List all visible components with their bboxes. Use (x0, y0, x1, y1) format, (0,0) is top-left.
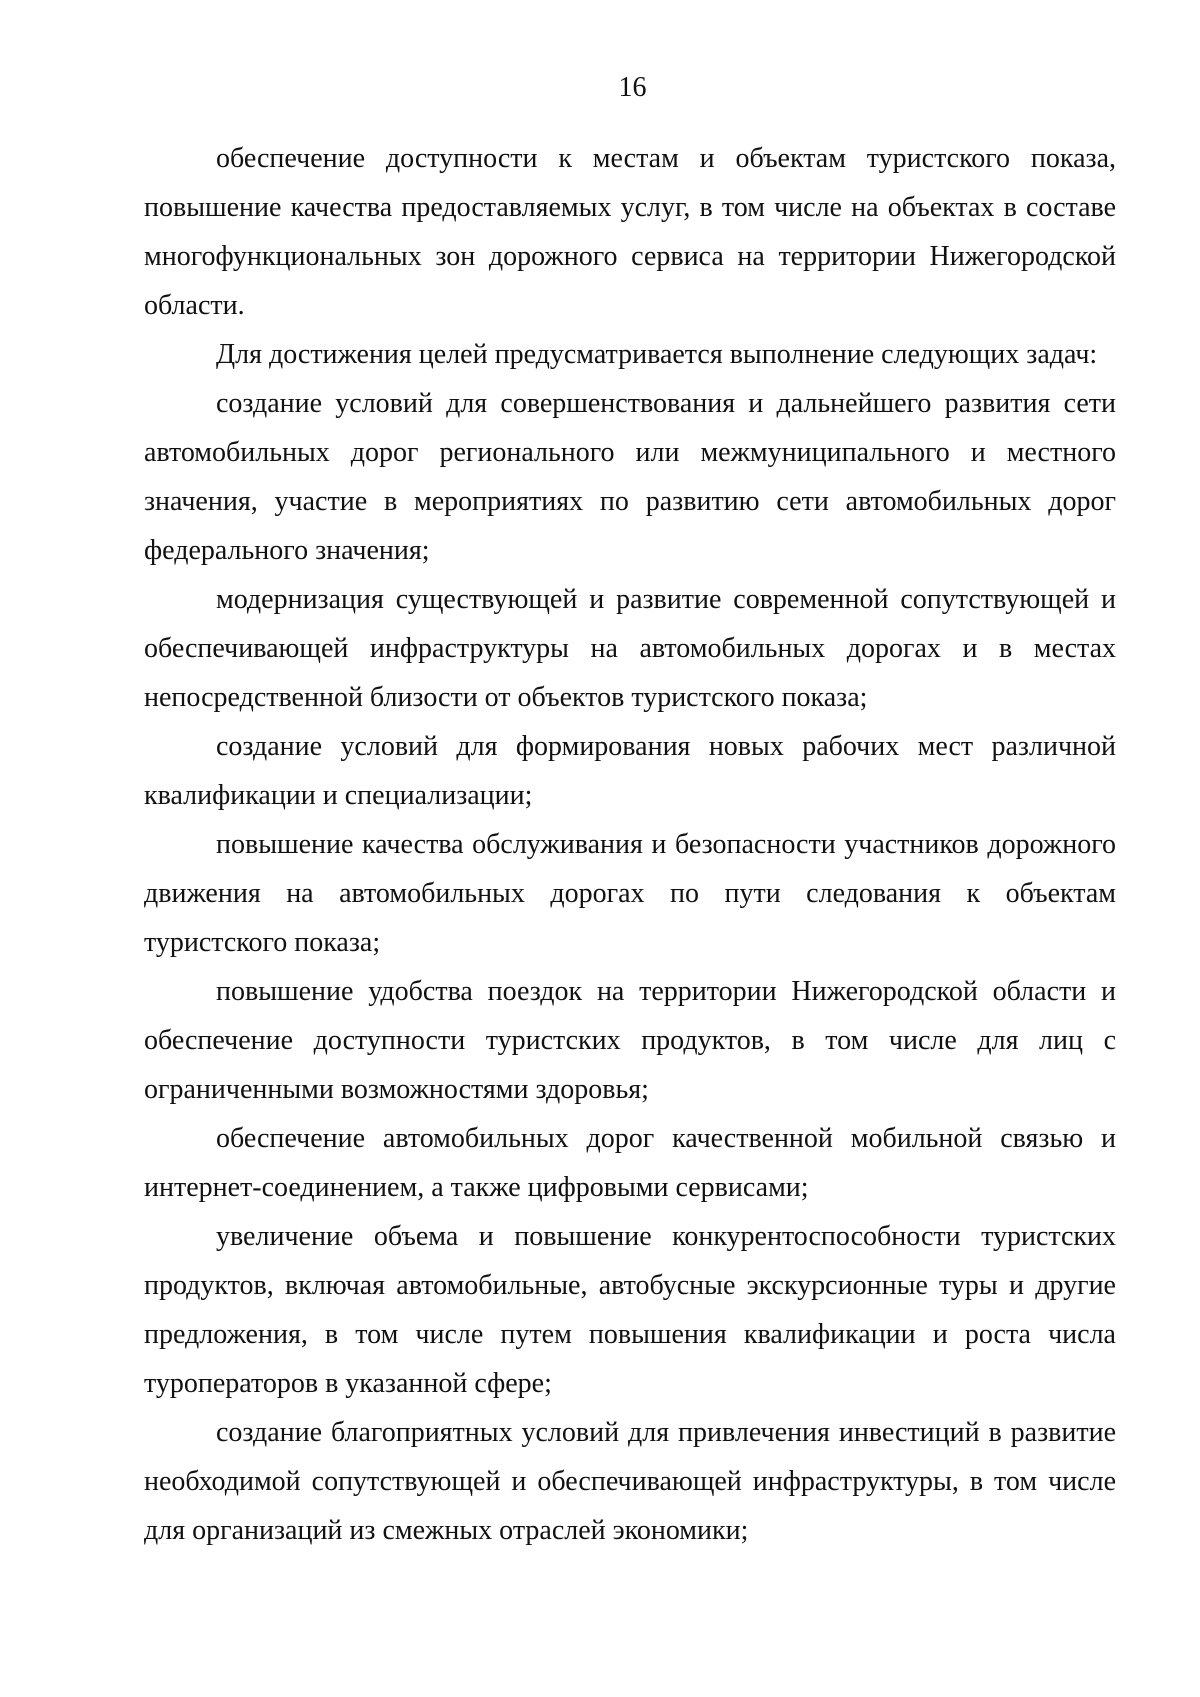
page-number: 16 (618, 72, 647, 103)
paragraph-7: повышение удобства поездок на территории Нижегородской области и обеспечение доступности туристских продуктов, в том числе для лиц с ограниченными возможностями здоровья; (144, 976, 1116, 1105)
document-body (144, 134, 1116, 1555)
paragraph-1: обеспечение доступности к местам и объектам туристского показа, повышение качества предоставляемых услуг, в том числе на объектах в составе многофункциональных зон дорожного сервиса на территории Нижегородской области. (144, 143, 1116, 321)
paragraph-8: обеспечение автомобильных дорог качественной мобильной связью и интернет-соединением, а также цифровыми сервисами; (144, 1123, 1116, 1203)
paragraph-9: увеличение объема и повышение конкурентоспособности туристских продуктов, включая автомобильные, автобусные экскурсионные туры и другие предложения, в том числе путем повышения квалификации и роста числа туроператоров в указанной сфере; (144, 1221, 1116, 1399)
paragraph-2: Для достижения целей предусматривается выполнение следующих задач: (216, 339, 1098, 370)
paragraph-3: создание условий для совершенствования и дальнейшего развития сети автомобильных дорог регионального или межмуниципального и местного значения, участие в мероприятиях по развитию сети автомобильных дорог федерального значения; (144, 388, 1116, 566)
paragraph-4: модернизация существующей и развитие современной сопутствующей и обеспечивающей инфраструктуры на автомобильных дорогах и в местах непосредственной близости от объектов туристского показа; (144, 584, 1116, 713)
paragraph-5: создание условий для формирования новых рабочих мест различной квалификации и специализации; (144, 731, 1116, 811)
paragraph-10: создание благоприятных условий для привлечения инвестиций в развитие необходимой сопутствующей и обеспечивающей инфраструктуры, в том числе для организаций из смежных отраслей экономики; (144, 1417, 1116, 1546)
paragraph-6: повышение качества обслуживания и безопасности участников дорожного движения на автомобильных дорогах по пути следования к объектам туристского показа; (144, 829, 1116, 958)
